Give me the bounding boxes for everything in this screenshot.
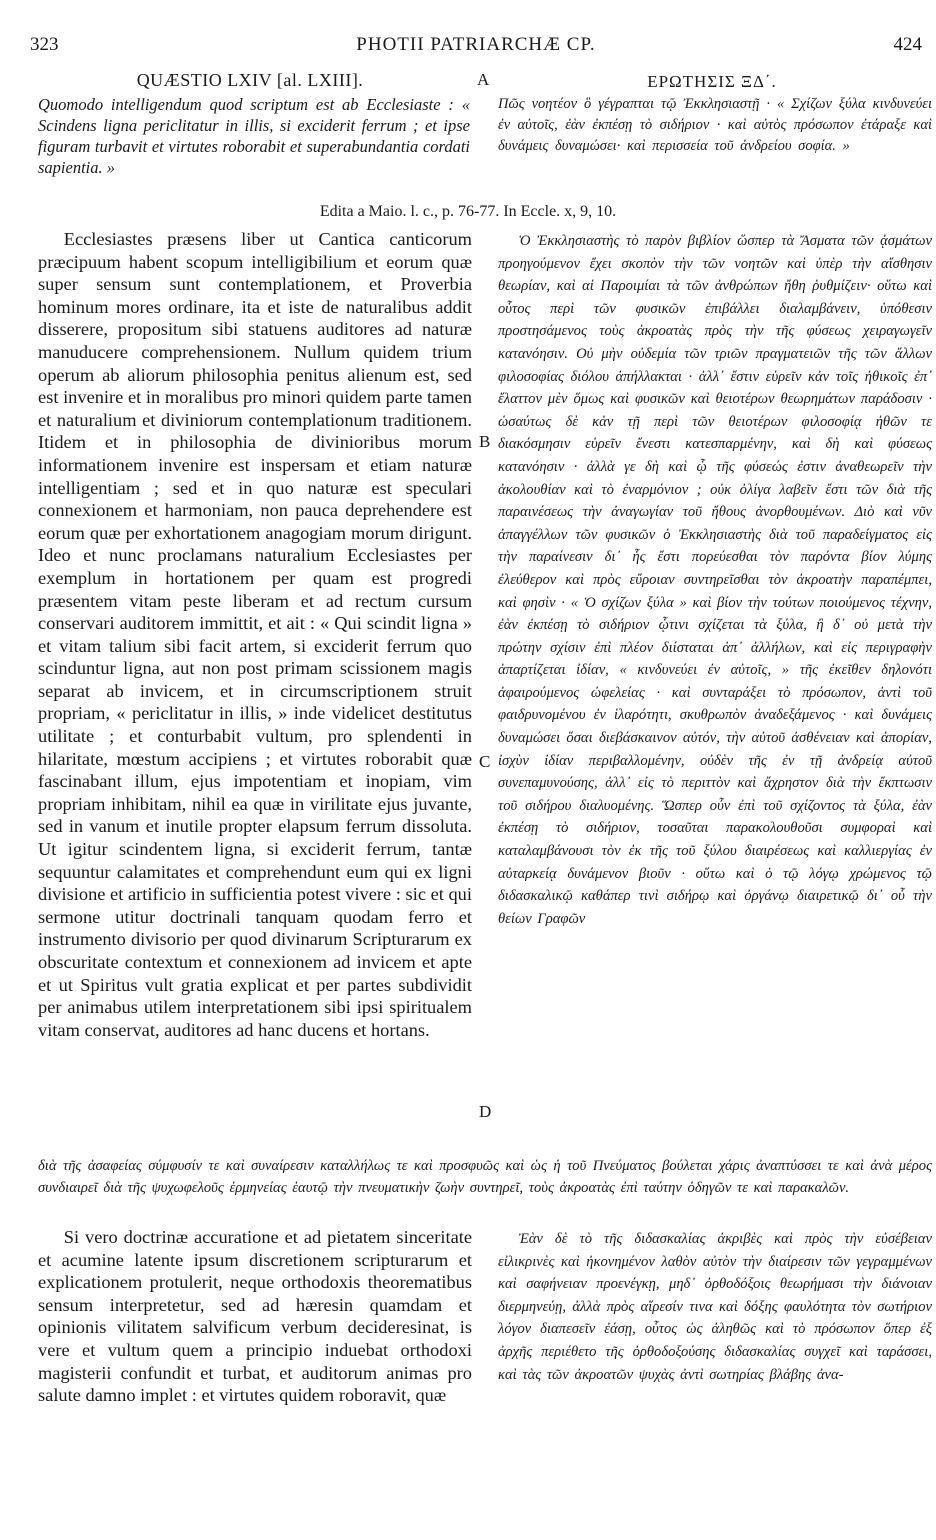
margin-letter-c: C	[479, 752, 491, 771]
edition-note: Edita a Maio. l. c., p. 76-77. In Eccle. x, 9, 10.	[319, 203, 617, 220]
page-number-left: 323	[30, 34, 59, 55]
margin-letter-b: B	[479, 432, 491, 451]
margin-letter-a: A	[477, 70, 490, 89]
greek-column-lower	[498, 1228, 932, 1386]
latin-question-heading: Quomodo intelligendum quod scriptum est ab Ecclesiaste : « Scindens ligna periclitatur in illis, si exciderit ferrum ; et ipse figuram turbavit et virtutes roborabit et superabundantia cordati sapientia. »	[38, 95, 470, 177]
latin-question-title: QUÆSTIO LXIV [al. LXIII].	[136, 70, 364, 90]
greek-question-heading: Πῶς νοητέον ὃ γέγραπται τῷ Ἐκκλησιαστῇ · « Σχίζων ξύλα κινδυνεύει ἐν αὐτοῖς, ἐὰν ἐκπέσῃ τὸ σιδήριον · καὶ αὐτὸς πρόσωπον ἐτάραξε καὶ δυνάμεις δυναμώσει· καὶ περισσεία τοῦ ἀνδρείου σοφία. »	[498, 96, 932, 154]
greek-question-title: ΕΡΩΤΗΣΙΣ ΞΔ΄.	[647, 72, 777, 91]
latin-paragraph-1: Ecclesiastes præsens liber ut Cantica canticorum præcipuum habent scopum intelligibilium et eorum quæ super sensum sunt contemplationem, et Proverbia hominum mores ordinare, ita et iste de naturalibus addit disserere, propositum sibi statuens auditores ad naturæ manuducere comprehensionem. Nullum quidem trium operum ab aliorum philosophia penitus alienum est, sed est invenire et in moralibus pro minori quidem parte tamen et naturalium et diviniorum contemplationum traditionem. Itidem et in philosophia de divinioribus morum informationem invenire est inspersam et etiam naturæ intelligentiam ; sed et in quo naturæ est speculari connexionem et harmoniam, non pauca deprehendere est eorum quæ per exhortationem anagogiam morum dirigunt. Ideo et nunc proclamans naturalium Ecclesiastes per exemplum in hortationem per quam est progredi præsentem vitam peste liberam et ad rectum cursum conservari auditorem immittit, et ait : « Qui scindit ligna » et vitam talium sibi facit artem, si exciderit ferrum quo scinduntur ligna, aut non post primam scissionem magis separat ab invicem, et in circumscriptionem struit propriam, « periclitatur in illis, » inde videlicet destitutus utilitate ; et conturbabit vultum, pro splendenti in hilaritate, mœstum accipiens ; et virtutes roborabit quæ fascinabant illum, ejus impotentiam et inopiam, vim propriam inhibitam, nihil ea quæ in virilitate ejus juvante, sed in vanum et inutile propter elapsum ferrum dissoluta. Ut igitur scindentem ligna, si exciderit ferrum, tantæ sequuntur calamitates et comprehendunt eum qui ex ligni divisione et artificio in sufficientia potest vivere : sic et qui sermone utitur doctrinali tanquam quodam ferro et instrumento divisorio per quod divinarum Scripturarum ex obscuritate contextum et connexionem ad invicem et apte et ut Spiritus vult gratia explicat et per partes subdividit per animabus utilem interpretationem sibi ipsi spiritualem vitam conservat, auditores ad hanc ducens et hortans.	[38, 229, 472, 1040]
greek-paragraph-2: Ἐὰν δὲ τὸ τῆς διδασκαλίας ἀκριβὲς καὶ πρὸς τὴν εὐσέβειαν εἰλικρινὲς καὶ ἠκονημένον λαθὸν αὐτὸν τὴν διαίρεσιν τῶν γεγραμμένων καὶ σαφήνειαν προενέγκῃ, μηδ᾽ ὀρθοδόξοις θεωρήμασι τὴν διάνοιαν διερμηνεύῃ, ἀλλὰ πρὸς αἵρεσίν τινα καὶ δόξης φαυλότητα τὸν σωτήριον λόγον διαπεσεῖν ἐάσῃ, οὗτος ὡς ἀληθῶς καὶ τὸ πρόσωπον ὅπερ ἐξ ἀρχῆς περιέθετο τῆς ὀρθοδοξούσης διδασκαλίας συγχεῖ καὶ ταράσσει, καὶ τὰς τῶν ἀκροατῶν ψυχὰς ἀντὶ σωτηρίας βλάβης ἀνα-	[498, 1231, 932, 1383]
greek-column	[498, 230, 932, 930]
page-number-right: 424	[893, 34, 922, 55]
greek-paragraph-1: Ὁ Ἐκκλησιαστὴς τὸ παρὸν βιβλίον ὥσπερ τὰ Ἄσματα τῶν ᾀσμάτων προηγούμενον ἔχει σκοπὸν τὴν τῶν νοητῶν καὶ ὑπὲρ τὴν αἴσθησιν θεωρίαν, καὶ αἱ Παροιμίαι τὰ τῶν ἀνθρώπων ἤθη ῥυθμίζειν· οὕτω καὶ οὗτος περὶ τῶν φυσικῶν ἐπιβάλλει διαλαμβάνειν, ὑπόθεσιν προστησάμενος τοὺς ἀκροατὰς πρὸς τὴν τῆς φύσεως χειραγωγεῖν κατανόησιν. Οὐ μὴν οὐδεμία τῶν τριῶν πραγματειῶν τῆς τῶν ἄλλων φιλοσοφίας διόλου ἀπήλλακται · ἀλλ᾽ ἔστιν εὑρεῖν κἀν τοῖς ἠθικοῖς ἐπ᾽ ἔλαττον μὲν ὅμως καὶ φυσικῶν καὶ θειοτέρων θεωρημάτων παράδοσιν · ὡσαύτως δὲ κἀν τῇ περὶ τῶν θειοτέρων φιλοσοφίᾳ ἠθῶν τε διακόσμησιν εὑρεῖν ἔνεστι κατεσπαρμένην, καὶ δὴ καὶ φύσεως κατανόησιν · ἀλλὰ γε δὴ καὶ ᾧ τῆς φύσεώς ἐστιν ἀναθεωρεῖν τὴν ἀκολουθίαν καὶ τὸ ἐναρμόνιον ; οὐκ ὀλίγα λαβεῖν ἔστι τῶν διὰ τῆς παραινέσεως τὴν ἀναγωγίαν τοῦ ἤθους ἀνορθουμένων. Διὸ καὶ νῦν ἀπαγγέλλων τῶν φυσικῶν ὁ Ἐκκλησιαστὴς διὰ τοῦ παραδείγματος εἰς τὴν παραίνεσιν δι᾽ ἧς ἔστι πορεύεσθαι τὸν παρόντα βίον λύμης ἐλεύθερον καὶ πρὸς εὔροιαν συντηρεῖσθαι τὸν ἀκροατὴν παραπέμπει, καὶ φησὶν · « Ὁ σχίζων ξύλα » καὶ βίον τὴν τούτων ποιούμενος τέχνην, ἐὰν ἐκπέσῃ τὸ σιδήριον ᾧτινι σχίζεται τὰ ξύλα, ἢ δ᾽ οὐ μετὰ τὴν πρώτην σχίσιν ἐπὶ πλέον διίσταται ἀπ᾽ ἀλλήλων, καὶ εἰς περιγραφὴν ἀπαρτίζεται ἰδίαν, « κινδυνεύει ἐν αὐτοῖς, » τῆς ἐκεῖθεν δηλονότι ἀφαιρούμενος ὠφελείας · καὶ συνταράξει τὸ πρόσωπον, ἀντὶ τοῦ φαιδρυνομένου ἐν ἱλαρότητι, σκυθρωπὸν ἀναδεξάμενος · καὶ δυνάμεις δυναμώσει ὅσαι διεβάσκαινον αὐτόν, τὴν αὐτοῦ ἀσθένειαν καὶ ἀπορίαν, ἰσχὺν ἰδίαν περιβαλλομένην, οὐδὲν τῆς ἐν τῇ ἀνδρείᾳ αὐτοῦ συνεπαμυνούσης, ἀλλ᾽ εἰς τὸ περιττὸν καὶ ἄχρηστον διὰ τὴν ἔκπτωσιν τοῦ σιδήρου διαλυομένης. Ὥσπερ οὖν ἐπὶ τοῦ σχίζοντος τὰ ξύλα, ἐὰν ἐκπέσῃ τὸ σιδήριον, τοσαῦται παρακολουθοῦσι συμφοραὶ καὶ καταλαμβάνουσι τὸν ἐκ τῆς τοῦ ξύλου διαιρέσεως καὶ καλλιεργίας ἐν αὐταρκείᾳ δυνάμενον βιοῦν · οὕτω καὶ ὁ τῷ λόγῳ χρώμενος τῷ διδασκαλικῷ καθάπερ τινὶ σιδήρῳ καὶ ὀργάνῳ διαιρετικῷ δι᾽ οὗ τὴν θείων Γραφῶν	[498, 233, 932, 927]
greek-full-width-continuation: διὰ τῆς ἀσαφείας σύμφυσίν τε καὶ συναίρεσιν καταλλήλως τε καὶ προσφυῶς καὶ ὡς ἡ τοῦ Πνεύματος βούλεται χάρις ἀναπτύσσει τε καὶ ἀνὰ μέρος συνδιαιρεῖ διὰ τῆς ψυχωφελοῦς ἑρμηνείας ἑαυτῷ τὴν πνευματικὴν ζωὴν συντηρεῖ, τοὺς ἀκροατὰς ἐπὶ ταύτην ὁδηγῶν τε καὶ παρακαλῶν.	[38, 1158, 932, 1196]
latin-paragraph-2: Si vero doctrinæ accuratione et ad pietatem sinceritate et acumine latente ipsum discretionem scripturarum et explicationem protulerit, neque orthodoxis theorematibus sensum interpretetur, sed ad hæresin quamdam et opinionis vilitatem salvificum verbum decideresinat, is vere et vultum quem a principio induebat orthodoxi magisterii confundit et turbat, et auditorum animas pro salute damno implet : et virtutes quidem roboravit, quæ	[38, 1227, 472, 1406]
margin-letter-d: D	[479, 1102, 492, 1121]
running-title: PHOTII PATRIARCHÆ CP.	[356, 34, 596, 55]
latin-column	[38, 228, 472, 1041]
running-header	[30, 34, 922, 58]
latin-column-lower	[38, 1226, 472, 1407]
